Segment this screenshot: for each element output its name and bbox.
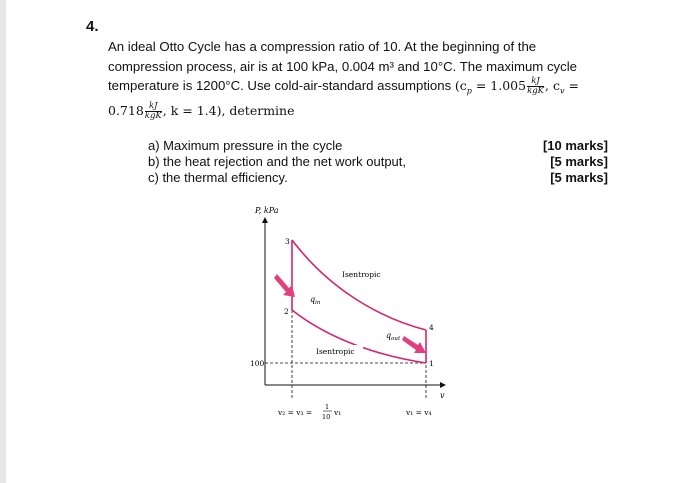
cp-unit-fraction: $\frac{kJ}{\text{kgK}}$ xyxy=(527,76,545,97)
x-axis-label: v xyxy=(440,391,445,400)
state-2: 2 xyxy=(284,307,289,316)
question-line-4 xyxy=(108,101,616,121)
y-axis-label: P, kPa xyxy=(255,206,279,215)
part-b: b) the heat rejection and the net work output, xyxy=(148,154,407,169)
k-expression: , k = 1.4), determine xyxy=(162,103,295,118)
state-3: 3 xyxy=(285,237,290,246)
parts-list xyxy=(148,138,406,186)
question-text xyxy=(108,37,616,121)
cv-value: 0.718 xyxy=(108,103,144,118)
isentropic-lower-label: Isentropic xyxy=(316,347,355,356)
marks-c: [5 marks] xyxy=(550,170,608,185)
frac-den: 10 xyxy=(322,413,331,421)
question-number: 4. xyxy=(86,18,99,35)
state-1: 1 xyxy=(429,359,434,368)
heat-in-label: $q_{in}$ xyxy=(310,295,321,306)
part-c: c) the thermal efficiency. xyxy=(148,170,288,185)
cv-expression: , $c_v$ = xyxy=(545,78,579,96)
pv-diagram xyxy=(240,200,460,430)
question-line-1: An ideal Otto Cycle has a compression ratio of 10. At the beginning of the xyxy=(108,39,537,54)
pressure-100-label: 100 xyxy=(250,359,265,368)
marks-a: [10 marks] xyxy=(542,138,608,153)
state-4: 4 xyxy=(429,323,434,332)
cv-unit-fraction: $\frac{kJ}{\text{kgK}}$ xyxy=(144,101,162,122)
heat-out-arrow xyxy=(402,336,426,353)
cp-expression: ($c_p = 1.005$ xyxy=(454,78,527,96)
part-a: a) Maximum pressure in the cycle xyxy=(148,138,343,153)
question-line-3-text: temperature is 1200°C. Use cold-air-standard assumptions xyxy=(108,78,452,93)
question-line-3 xyxy=(108,76,616,101)
v1-label: v₁ xyxy=(334,408,342,417)
process-3-4 xyxy=(292,240,426,330)
frac-num: 1 xyxy=(325,403,330,411)
question-line-2: compression process, air is at 100 kPa, 0.004 m³ and 10°C. The maximum cycle xyxy=(108,58,577,74)
isentropic-upper-label: Isentropic xyxy=(342,270,381,279)
marks-list xyxy=(543,138,608,186)
heat-out-label: $q_{out}$ xyxy=(386,331,401,342)
v2-v3-label: v₂ = v₃ = xyxy=(278,408,313,417)
page-edge xyxy=(0,0,6,483)
marks-b: [5 marks] xyxy=(550,154,608,169)
v1-v4-label: v₁ = v₄ xyxy=(406,408,432,417)
